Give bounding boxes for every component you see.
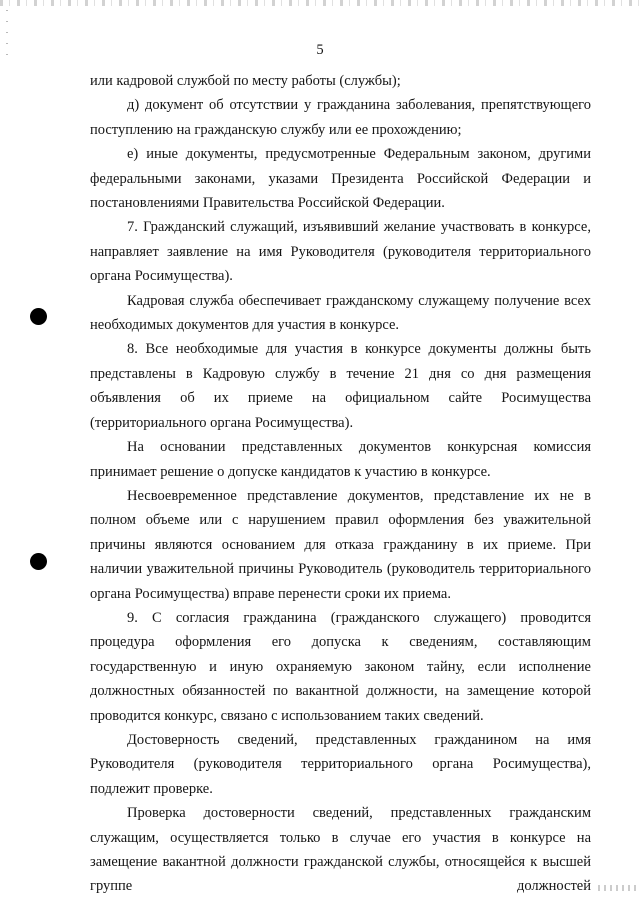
paragraph-item-e: е) иные документы, предусмотренные Федеральным законом, другими федеральными законами, указами Президента Российской Федерации и постановлениями Правительства Российской Федерации. [90,146,591,212]
paragraph-item-d: д) документ об отсутствии у гражданина заболевания, препятствующего поступлению на гражданскую службу или ее прохождению; [90,97,591,138]
paragraph-late-submission: Несвоевременное представление документов, представление их не в полном объеме или с нарушением правил оформления без уважительной причины являются основанием для отказа гражданину в их приеме. При наличии уважительной причины Руководитель (руководитель территориального органа Росимущества) вправе перенести сроки их приема. [90,487,591,602]
paragraph-hr-service: Кадровая служба обеспечивает гражданскому служащему получение всех необходимых документов для участия в конкурсе. [90,292,591,334]
binder-hole-icon [30,553,47,570]
scan-edge-top [0,0,640,6]
page-number: 5 [316,42,324,58]
paragraph-clause-9: 9. С согласия гражданина (гражданского служащего) проводится процедура оформления его допуска к сведениям, составляющим государственную и иную охраняемую законом тайну, если исполнение должностных обязанностей по вакантной должности, на замещение которой проводится конкурс, связано с использованием таких сведений. [90,609,591,724]
paragraph-clause-7: 7. Гражданский служащий, изъявивший желание участвовать в конкурсе, направляет заявление на имя Руководителя (руководителя территориального органа Росимущества). [90,219,591,285]
paragraph-clause-8: 8. Все необходимые для участия в конкурсе документы должны быть представлены в Кадровую службу в течение 21 дня со дня размещения объявления об их приеме на официальном сайте Росимущества (территориального органа Росимущества). [90,341,591,431]
paragraph-commission-decision: На основании представленных документов конкурсная комиссия принимает решение о допуске кандидатов к участию в конкурсе. [90,439,591,480]
scan-edge-bottom-right [598,885,636,891]
document-body [90,69,591,899]
paragraph-verification: Достоверность сведений, представленных гражданином на имя Руководителя (руководителя территориального органа Росимущества), подлежит проверке. [90,731,591,797]
paragraph-continuation: или кадровой службой по месту работы (службы); [90,73,401,89]
binder-hole-icon [30,308,47,325]
paragraph-verification-civil-servant: Проверка достоверности сведений, представленных гражданским служащим, осуществляется только в случае его участия в конкурсе на замещение вакантной должности гражданской службы, относящейся к высшей группе должностей [90,805,591,895]
